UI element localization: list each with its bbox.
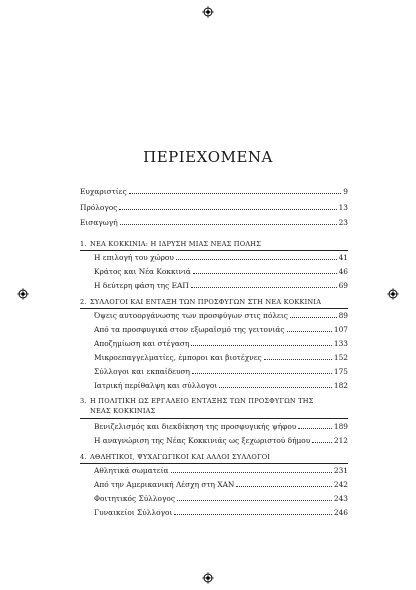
chapter-title: ΣΥΛΛΟΓΟΙ ΚΑΙ ΕΝΤΑΞΗ ΤΩΝ ΠΡΟΣΦΥΓΩΝ ΣΤΗ ΝΕΑ ΚΟΚΚΙΝΙΑ — [90, 298, 322, 306]
toc-entry: Φοιτητικός Σύλλογος 243 — [94, 494, 348, 503]
chapter-4-heading — [80, 452, 348, 462]
chapter-1-heading — [80, 239, 348, 249]
chapter-title-continued: ΝΕΑΣ ΚΟΚΚΙΝΙΑΣ — [90, 407, 156, 415]
toc-entry-acknowledgements — [80, 186, 348, 197]
chapter-2-heading — [80, 297, 348, 307]
chapter-title: ΝΕΑ ΚΟΚΚΙΝΙΑ: Η ΙΔΡΥΣΗ ΜΙΑΣ ΝΕΑΣ ΠΟΛΗΣ — [90, 240, 262, 248]
toc-entry-prologue — [80, 202, 348, 213]
toc-entry: Όψεις αυτοοργάνωσης των προσφύγων στις πόλεις 89 — [94, 311, 348, 320]
toc-entry: Γυναικείοι Σύλλογοι 246 — [94, 508, 348, 517]
chapter-number: 1. — [80, 240, 87, 248]
chapter-title: Η ΠΟΛΙΤΙΚΗ ΩΣ ΕΡΓΑΛΕΙΟ ΕΝΤΑΞΗΣ ΤΩΝ ΠΡΟΣΦΥΓΩΝ ΤΗΣ — [90, 397, 314, 405]
chapter-number: 2. — [80, 298, 87, 306]
toc-entry: Κράτος και Νέα Κοκκινιά 46 — [94, 267, 348, 276]
toc-entry: Από τα προσφυγικά στον εξωραϊσμό της γειτονιάς 107 — [94, 325, 348, 334]
chapter-2-rule — [80, 308, 348, 309]
toc-entry-page: 13 — [338, 203, 348, 212]
chapter-4-rule — [80, 463, 348, 464]
page-title: ΠΕΡΙΕΧΟΜΕΝΑ — [143, 148, 273, 166]
toc-entry: Μικροεπαγγελματίες, έμποροι και βιοτέχνες 152 — [94, 353, 348, 362]
toc-entry: Βενιζελισμός και διεκδίκηση της προσφυγικής ψήφου 189 — [94, 422, 348, 431]
toc-entry-introduction — [80, 217, 348, 228]
toc-entry: Η αναγνώριση της Νέας Κοκκινιάς ως ξεχωριστού δήμου 212 — [94, 436, 348, 445]
chapter-1-rule — [80, 250, 348, 251]
toc-entry-label: Ευχαριστίες — [80, 187, 127, 196]
registration-mark-bottom — [202, 572, 214, 584]
registration-mark-left — [17, 288, 29, 300]
toc-entry: Αποζημίωση και στέγαση 133 — [94, 339, 348, 348]
chapter-3-heading — [80, 396, 348, 416]
chapter-number: 4. — [80, 453, 87, 461]
toc-entry: Ιατρική περίθαλψη και σύλλογοι 182 — [94, 381, 348, 390]
chapter-number: 3. — [80, 397, 87, 405]
toc-entry: Αθλητικά σωματεία 231 — [94, 466, 348, 475]
registration-mark-top — [202, 6, 214, 18]
toc-entry: Σύλλογοι και εκπαίδευση 175 — [94, 367, 348, 376]
toc-entry: Η δεύτερη φάση της ΕΑΠ 69 — [94, 281, 348, 290]
registration-mark-right — [387, 288, 399, 300]
toc-entry-label: Πρόλογος — [80, 203, 118, 212]
chapter-3-rule — [80, 418, 348, 419]
toc-entry-page: 23 — [338, 218, 348, 227]
toc-entry-label: Εισαγωγή — [80, 218, 118, 227]
toc-entry: Από την Αμερικανική Λέσχη στη ΧΑΝ 242 — [94, 480, 348, 489]
toc-entry-page: 9 — [343, 187, 348, 196]
toc-entry: Η επιλογή του χώρου 41 — [94, 253, 348, 262]
chapter-title: ΑΘΛΗΤΙΚΟΙ, ΨΥΧΑΓΩΓΙΚΟΙ ΚΑΙ ΑΛΛΟΙ ΣΥΛΛΟΓΟΙ — [90, 453, 271, 461]
